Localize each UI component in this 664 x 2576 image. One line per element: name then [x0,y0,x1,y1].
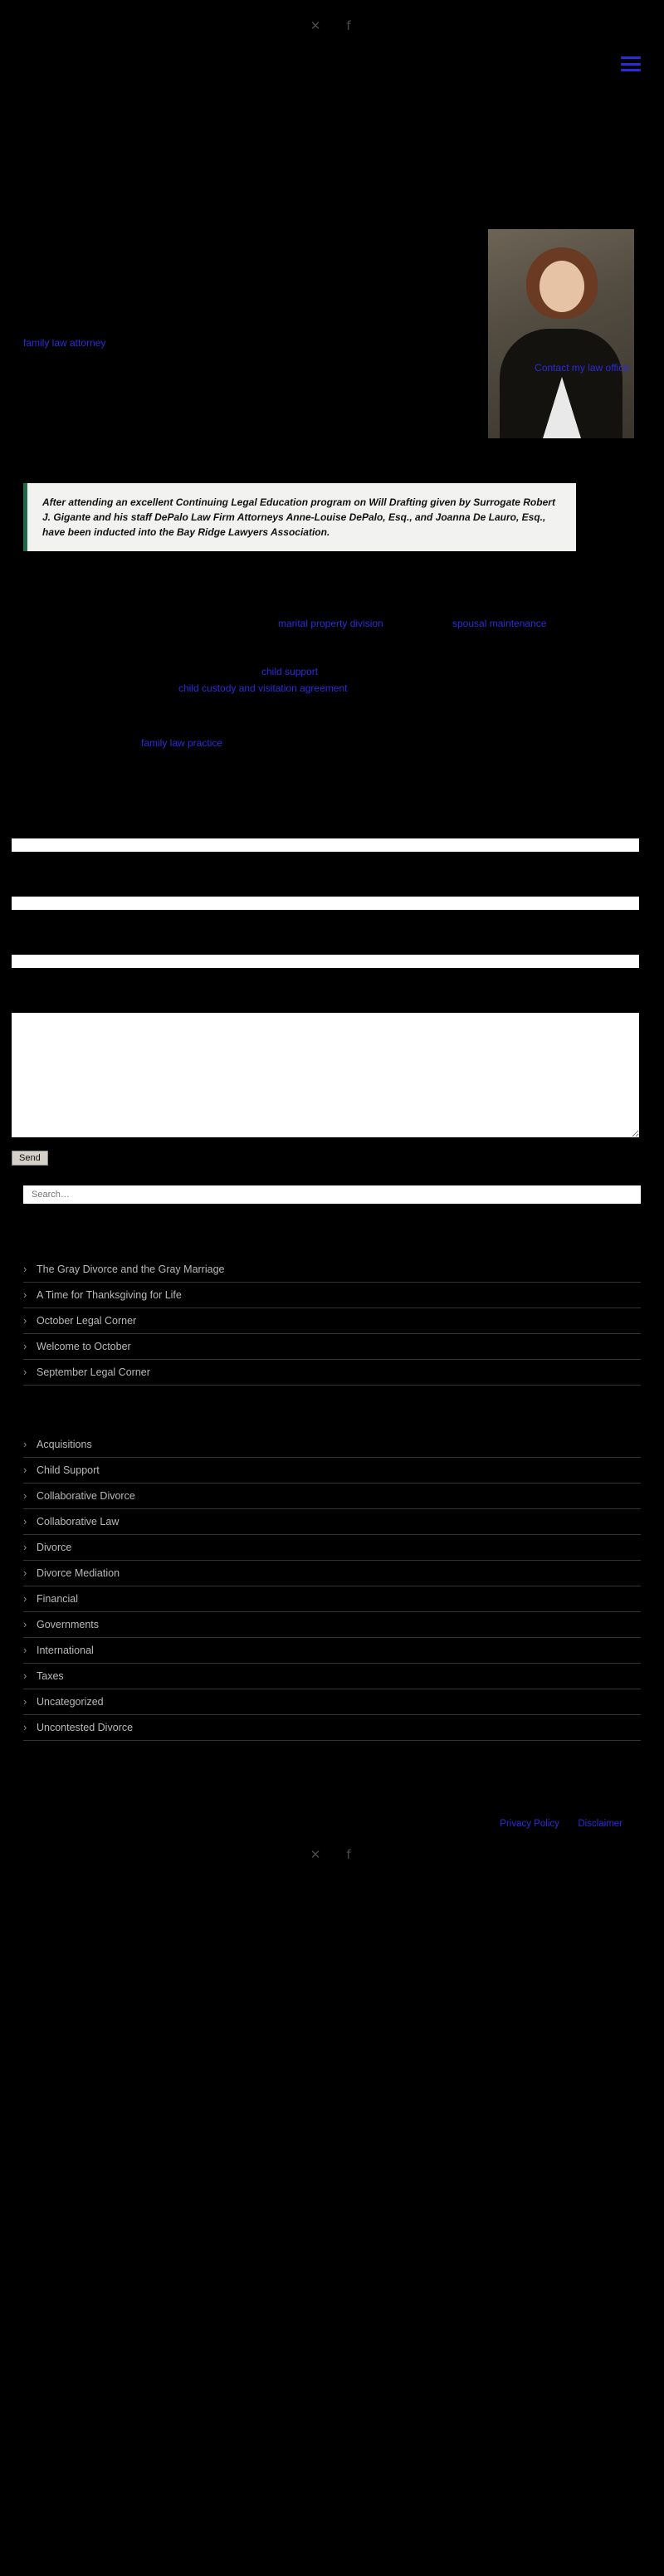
list-item[interactable]: › Financial [23,1586,641,1612]
list-item[interactable]: › Taxes [23,1664,641,1689]
list-item[interactable]: › Child Support [23,1458,641,1484]
marital-property-division-link[interactable]: marital property division [278,618,383,629]
inline-links-cluster [0,589,664,714]
article-link-row [23,329,641,374]
pull-quote: After attending an excellent Continuing Legal Education program on Will Drafting given by Surrogate Robert J. Gigante and his staff DePalo Law Firm Attorneys Anne-Louise DePalo, Esq., and Joanna De Lauro, Esq., have been inducted into the Bay Ridge Lawyers Association. [23,483,576,551]
disclaimer-link[interactable]: Disclaimer [578,1819,622,1829]
list-item[interactable]: › Governments [23,1612,641,1638]
contact-form [12,838,652,1166]
list-item[interactable]: › Uncategorized [23,1689,641,1715]
recent-posts-widget [23,1257,641,1386]
footer-links [0,1816,664,1835]
list-item[interactable]: › Acquisitions [23,1432,641,1458]
footer-social-bar [0,1847,664,1862]
list-item[interactable]: › Divorce [23,1535,641,1561]
list-item[interactable]: › October Legal Corner [23,1308,641,1334]
search-widget [23,1185,641,1204]
subject-field[interactable] [12,955,639,968]
list-item[interactable]: › September Legal Corner [23,1360,641,1386]
list-item[interactable]: › Uncontested Divorce [23,1715,641,1741]
privacy-policy-link[interactable]: Privacy Policy [500,1819,559,1829]
list-item[interactable]: › A Time for Thanksgiving for Life [23,1283,641,1308]
categories-widget [23,1432,641,1741]
practice-link-row [0,714,664,780]
message-field[interactable] [12,1013,639,1137]
send-button[interactable]: Send [12,1151,48,1166]
recent-posts-list [23,1257,641,1386]
contact-law-office-link[interactable]: Contact my law office [535,362,629,374]
x-twitter-icon[interactable]: ✕ [310,17,321,33]
list-item[interactable]: › The Gray Divorce and the Gray Marriage [23,1257,641,1283]
facebook-icon[interactable]: f [346,17,351,33]
list-item[interactable]: › Welcome to October [23,1334,641,1360]
child-support-link[interactable]: child support [261,666,319,677]
site-footer [0,1816,664,1895]
list-item[interactable]: › Collaborative Law [23,1509,641,1535]
list-item[interactable]: › Divorce Mediation [23,1561,641,1586]
x-twitter-icon[interactable]: ✕ [310,1846,321,1862]
name-field[interactable] [12,838,639,852]
hamburger-bar-2 [621,63,641,66]
family-law-attorney-link[interactable]: family law attorney [23,337,106,349]
search-input[interactable] [23,1185,641,1204]
facebook-icon[interactable]: f [346,1846,351,1862]
list-item[interactable]: › Collaborative Divorce [23,1484,641,1509]
child-custody-visitation-link[interactable]: child custody and visitation agreement [178,682,348,694]
family-law-practice-link[interactable]: family law practice [141,737,223,749]
article-body [0,229,664,445]
hero-spacer [0,88,664,229]
hamburger-bar-3 [621,69,641,71]
spousal-maintenance-link[interactable]: spousal maintenance [452,618,547,629]
top-social-bar [0,0,664,51]
site-header [0,51,664,88]
categories-list [23,1432,641,1741]
hamburger-menu-icon[interactable] [621,56,641,71]
list-item[interactable]: › International [23,1638,641,1664]
portrait-face [540,261,584,312]
hamburger-bar-1 [621,56,641,59]
email-field[interactable] [12,897,639,910]
